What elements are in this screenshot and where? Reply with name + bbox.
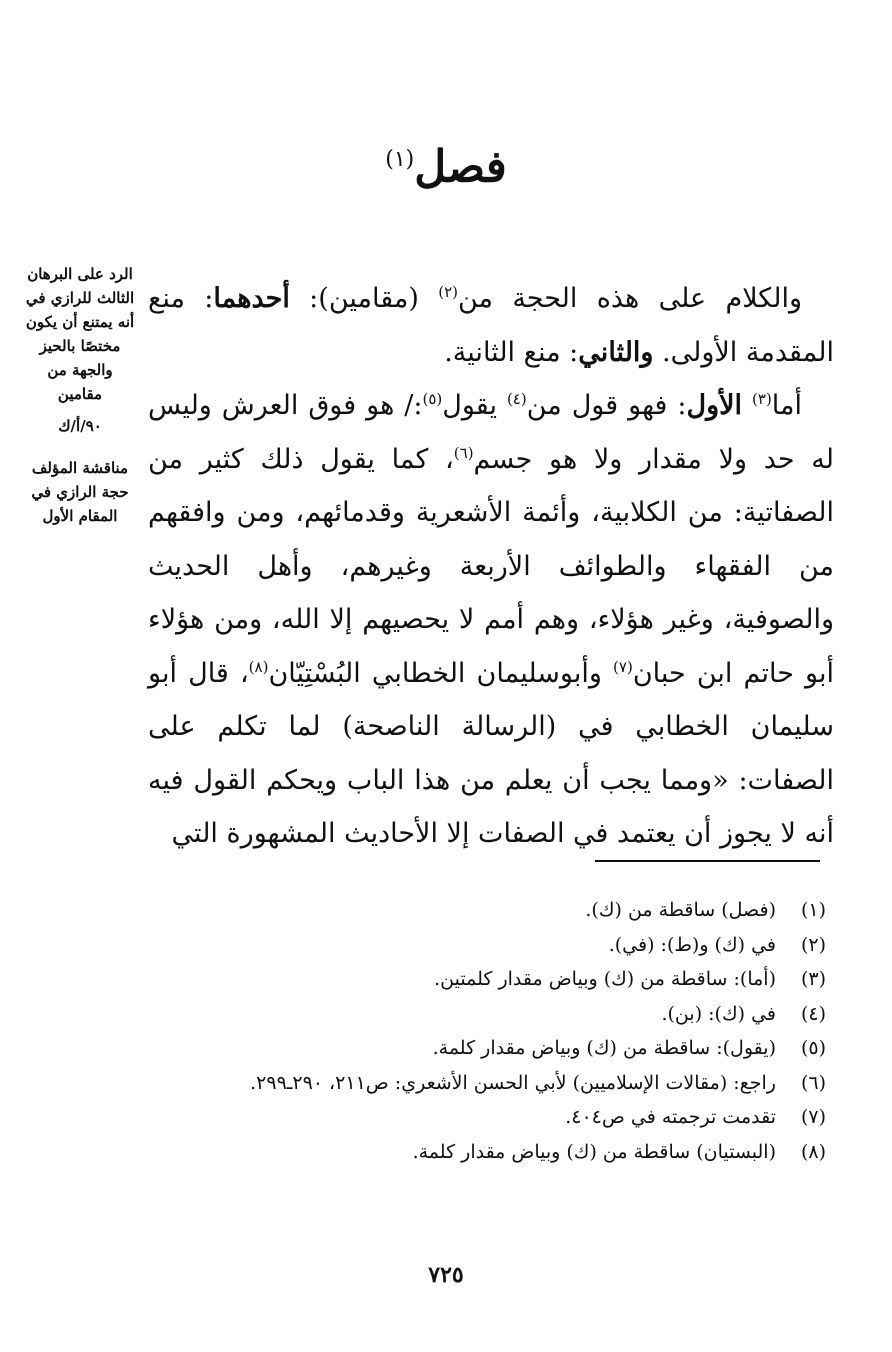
footnote-number: (٤) [800, 1002, 826, 1025]
footnote-divider [595, 860, 820, 862]
paragraph-2 [148, 379, 834, 861]
text-run: : فهو قول من [526, 390, 687, 421]
footnote-text: تقدمت ترجمته في ص٤٠٤. [565, 1106, 776, 1128]
footnote-7 [150, 1100, 830, 1135]
footnote-6 [150, 1066, 830, 1101]
text-run: : منع الثانية. [444, 336, 579, 368]
footnote-ref-4[interactable]: (٤) [506, 390, 527, 408]
footnote-number: (١) [800, 899, 826, 921]
section-title [0, 130, 892, 198]
text-run [742, 390, 752, 421]
bold-term-second: والثاني [578, 336, 654, 368]
footnote-text: (يقول): ساقطة من (ك) وبياض مقدار كلمة. [432, 1037, 776, 1059]
footnote-5 [150, 1031, 830, 1066]
margin-note-2: مناقشة المؤلف حجة الرازي في المقام الأول [31, 459, 129, 525]
footnote-text: راجع: (مقالات الإسلاميين) لأبي الحسن الأشعري: ص٢١١، ٢٩٠ـ٢٩٩. [250, 1071, 776, 1094]
footnotes [150, 893, 830, 1169]
footnote-3 [150, 962, 830, 997]
margin-manuscript-ref: ٩٠/أ/ك [58, 417, 102, 435]
footnote-ref-5[interactable]: (٥) [422, 390, 443, 408]
bold-term-first: أحدهما [213, 283, 290, 314]
footnote-ref-3[interactable]: (٣) [752, 390, 772, 408]
footnote-number: (٦) [800, 1071, 826, 1094]
text-run: ، كما يقول ذلك كثير من الصفاتية: من الكلابية، وأئمة الأشعرية وقدمائهم، ومن وافقهم من الفقهاء والطوائف الأربعة وغيرهم، وأهل الحديث والصوفية، وغير هؤلاء، وهم أمم لا يحصيهم إلا الله، ومن هؤلاء أبو حاتم ابن حبان [148, 443, 834, 689]
footnote-text: (فصل) ساقطة من (ك). [585, 899, 776, 921]
page-number: ٧٢٥ [428, 1262, 464, 1288]
text-run: ، قال أبو سليمان الخطابي في (الرسالة الناصحة) لما تكلم على الصفات: «ومما يجب أن يعلم من هذا الباب ويحكم القول فيه أنه لا يجوز أن يعتمد في الصفات إلا الأحاديث المشهورة التي [148, 657, 834, 849]
footnote-text: (البستيان) ساقطة من (ك) وبياض مقدار كلمة. [412, 1140, 776, 1163]
section-title-text: فصل [414, 141, 507, 193]
text-run: : منع المقدمة الأولى. [148, 283, 834, 368]
margin-note-1: الرد على البرهان الثالث للرازي في أنه يمتنع أن يكون مختصًا بالحيز والجهة من مقامين [25, 265, 135, 403]
footnote-2 [150, 928, 830, 963]
footnote-ref-2[interactable]: (٢) [438, 283, 458, 301]
footnote-ref-7[interactable]: (٧) [613, 657, 633, 676]
text-run: أما [771, 390, 802, 421]
text-run: يقول [442, 390, 507, 421]
margin-notes [24, 262, 136, 536]
text-run: وأبوسليمان الخطابي البُسْتِيّان [268, 657, 614, 689]
footnote-number: (٣) [800, 968, 826, 990]
footnote-number: (٥) [800, 1037, 826, 1059]
footnote-text: (أما): ساقطة من (ك) وبياض مقدار كلمتين. [434, 968, 776, 990]
text-run: (مقامين): [289, 283, 439, 314]
main-text [148, 272, 834, 861]
footnote-number: (٨) [800, 1140, 826, 1163]
footnote-text: في (ك) و(ط): (في). [608, 933, 776, 956]
footnote-ref-8[interactable]: (٨) [248, 657, 269, 676]
footnote-number: (٢) [800, 933, 826, 956]
bold-term-first-position: الأول [686, 390, 743, 421]
footnote-text: في (ك): (بن). [661, 1002, 776, 1025]
section-title-note-ref: (١) [385, 147, 415, 172]
footnote-number: (٧) [800, 1106, 826, 1128]
footnote-4 [150, 997, 830, 1032]
footnote-ref-6[interactable]: (٦) [453, 443, 474, 462]
footnote-1 [150, 893, 830, 928]
text-run: :/ هو فوق العرش وليس له حد ولا مقدار ولا هو جسم [148, 390, 835, 475]
paragraph-1 [148, 272, 834, 379]
footnote-8 [150, 1135, 830, 1170]
text-run: والكلام على هذه الحجة من [457, 283, 802, 314]
